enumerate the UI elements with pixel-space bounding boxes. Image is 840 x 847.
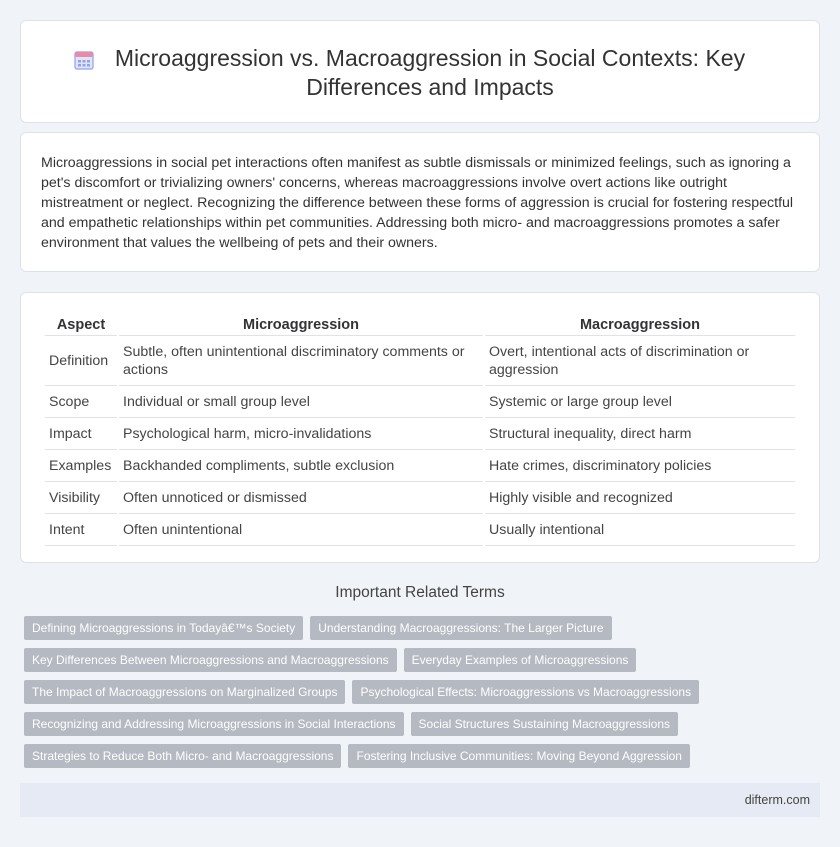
table-cell: Intent (45, 514, 117, 546)
column-header-macroaggression: Macroaggression (485, 311, 795, 336)
table-cell: Backhanded compliments, subtle exclusion (119, 450, 483, 482)
site-name[interactable]: difterm.com (744, 793, 810, 807)
related-term-link[interactable]: Fostering Inclusive Communities: Moving Beyond Aggression (348, 744, 690, 768)
table-cell: Impact (45, 418, 117, 450)
table-cell: Structural inequality, direct harm (485, 418, 795, 450)
table-cell: Highly visible and recognized (485, 482, 795, 514)
table-cell: Subtle, often unintentional discriminatory comments or actions (119, 336, 483, 386)
table-cell: Psychological harm, micro-invalidations (119, 418, 483, 450)
related-terms-title: Important Related Terms (335, 584, 505, 601)
table-cell: Systemic or large group level (485, 386, 795, 418)
comparison-table-card (20, 292, 820, 563)
related-term-link[interactable]: Social Structures Sustaining Macroaggressions (411, 712, 678, 736)
footer (20, 783, 820, 817)
intro-text: Microaggressions in social pet interactions often manifest as subtle dismissals or minimized feelings, such as ignoring a pet's discomfort or trivializing owners' concerns, whereas macroaggressions involve overt actions like outright mistreatment or neglect. Recognizing the difference between these forms of aggression is crucial for fostering respectful and empathetic relationships within pet communities. Addressing both micro- and macroaggressions promotes a safer environment that values the wellbeing of pets and their owners. (41, 155, 794, 251)
table-cell: Examples (45, 450, 117, 482)
header-card (20, 20, 820, 123)
related-term-link[interactable]: Everyday Examples of Microaggressions (404, 648, 637, 672)
related-terms-list (24, 616, 824, 776)
related-term-link[interactable]: Psychological Effects: Microaggressions vs Macroaggressions (352, 680, 699, 704)
related-term-link[interactable]: Defining Microaggressions in Todayâ€™s Society (24, 616, 303, 640)
related-term-link[interactable]: Key Differences Between Microaggressions and Macroaggressions (24, 648, 397, 672)
table-cell: Often unintentional (119, 514, 483, 546)
table-cell: Definition (45, 336, 117, 386)
table-row (45, 386, 795, 418)
related-term-link[interactable]: Recognizing and Addressing Microaggressions in Social Interactions (24, 712, 404, 736)
comparison-table (43, 311, 797, 546)
related-term-link[interactable]: Strategies to Reduce Both Micro- and Macroaggressions (24, 744, 341, 768)
page-title: Microaggression vs. Macroaggression in Social Contexts: Key Differences and Impacts (114, 45, 746, 100)
column-header-microaggression: Microaggression (119, 311, 483, 336)
table-row (45, 514, 795, 546)
table-row (45, 418, 795, 450)
table-cell: Usually intentional (485, 514, 795, 546)
table-cell: Hate crimes, discriminatory policies (485, 450, 795, 482)
table-cell: Overt, intentional acts of discrimination or aggression (485, 336, 795, 386)
table-row (45, 482, 795, 514)
table-cell: Individual or small group level (119, 386, 483, 418)
table-row (45, 450, 795, 482)
table-row (45, 336, 795, 386)
table-cell: Visibility (45, 482, 117, 514)
related-term-link[interactable]: The Impact of Macroaggressions on Marginalized Groups (24, 680, 345, 704)
table-cell: Often unnoticed or dismissed (119, 482, 483, 514)
column-header-aspect: Aspect (45, 311, 117, 336)
intro-card (20, 132, 820, 272)
related-term-link[interactable]: Understanding Macroaggressions: The Larger Picture (310, 616, 611, 640)
table-cell: Scope (45, 386, 117, 418)
